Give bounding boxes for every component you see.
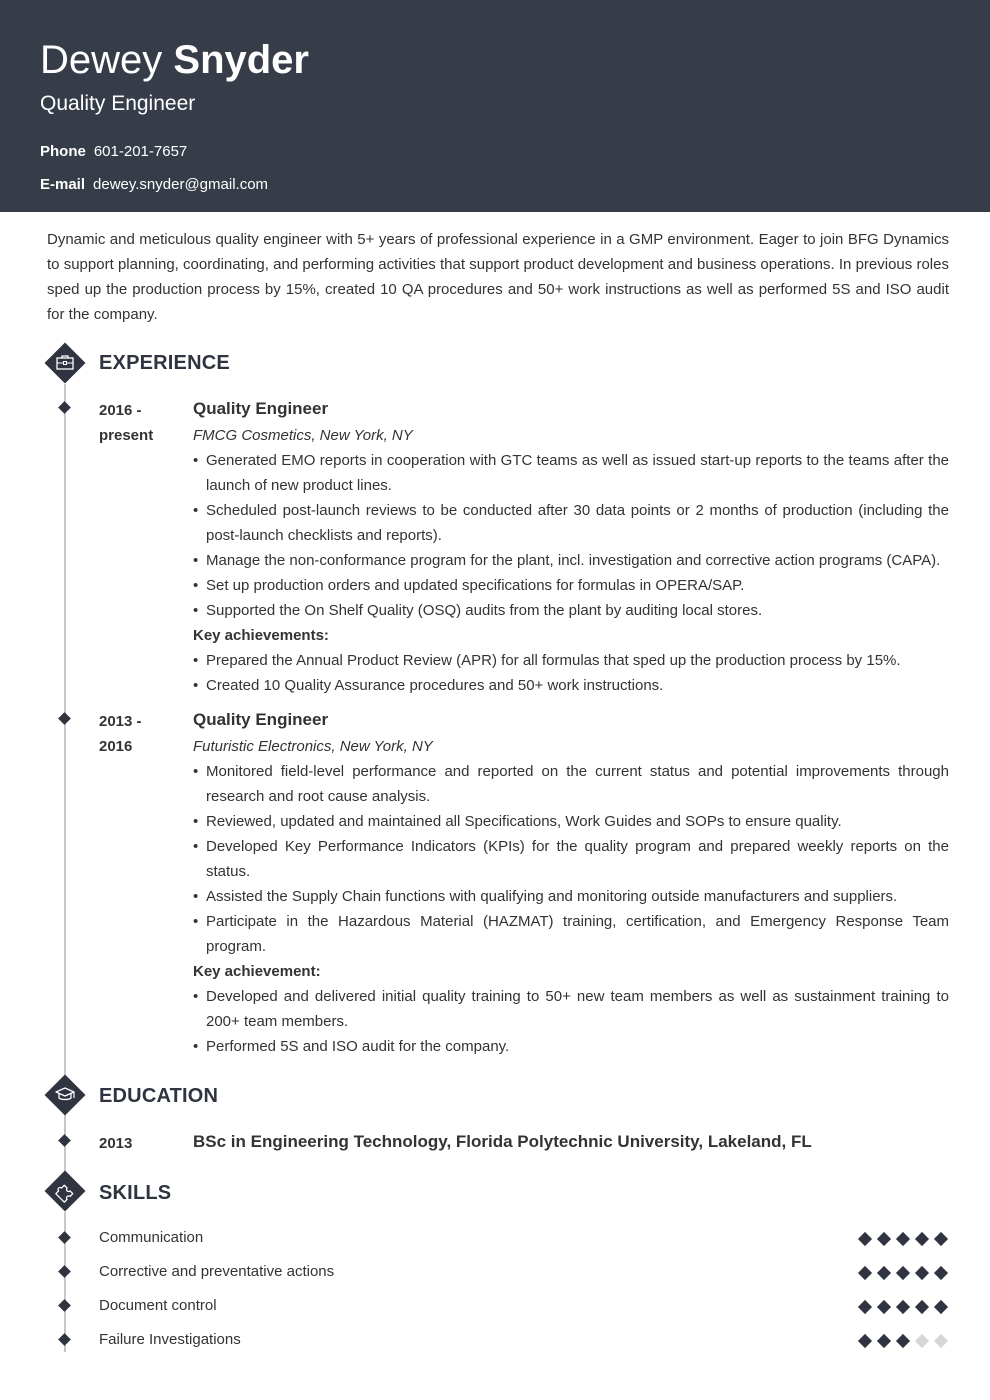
job-date xyxy=(99,398,153,448)
resume-header xyxy=(0,0,990,212)
timeline-marker xyxy=(58,1231,71,1244)
job-date xyxy=(99,709,142,759)
list-item: • Prepared the Annual Product Review (APR) for all formulas that sped up the production process by 15%. xyxy=(193,648,949,673)
timeline-marker xyxy=(58,1265,71,1278)
education-degree: BSc in Engineering Technology, Florida Polytechnic University, Lakeland, FL xyxy=(193,1132,812,1151)
graduation-cap-icon xyxy=(44,1074,86,1116)
rating-diamond-filled xyxy=(877,1334,891,1348)
email-label: E-mail xyxy=(40,176,86,193)
experience-heading: EXPERIENCE xyxy=(99,352,230,374)
candidate-name xyxy=(40,36,309,84)
contact-email xyxy=(40,175,268,195)
achievements-heading: Key achievement: xyxy=(193,963,321,980)
list-item: • Developed and delivered initial quality training to 50+ new team members as well as sustainment training to 200+ team members. xyxy=(193,984,949,1034)
contact-phone xyxy=(40,142,187,162)
timeline-marker xyxy=(58,712,71,725)
job-company: FMCG Cosmetics, New York, NY xyxy=(193,427,413,444)
list-item: • Performed 5S and ISO audit for the company. xyxy=(193,1034,949,1059)
rating-diamond-filled xyxy=(877,1300,891,1314)
rating-diamond-filled xyxy=(858,1300,872,1314)
job-date-end: present xyxy=(99,427,154,444)
job-achievements xyxy=(193,648,949,698)
rating-diamond-filled xyxy=(896,1300,910,1314)
job-title: Quality Engineer xyxy=(193,710,329,729)
job-achievements xyxy=(193,984,949,1059)
rating-diamond-filled xyxy=(858,1266,872,1280)
rating-diamond-filled xyxy=(915,1266,929,1280)
timeline-marker xyxy=(58,1299,71,1312)
skill-name: Communication xyxy=(99,1229,204,1246)
list-item: • Reviewed, updated and maintained all Specifications, Work Guides and SOPs to ensure quality. xyxy=(193,809,949,834)
rating-diamond-filled xyxy=(858,1232,872,1246)
list-item: • Assisted the Supply Chain functions with qualifying and monitoring outside manufacturers and suppliers. xyxy=(193,884,949,909)
rating-diamond-filled xyxy=(858,1334,872,1348)
list-item: • Created 10 Quality Assurance procedures and 50+ work instructions. xyxy=(193,673,949,698)
list-item: • Participate in the Hazardous Material (HAZMAT) training, certification, and Emergency Response Team program. xyxy=(193,909,949,959)
phone-label: Phone xyxy=(40,143,86,160)
skill-name: Corrective and preventative actions xyxy=(99,1263,335,1280)
job-company: Futuristic Electronics, New York, NY xyxy=(193,738,433,755)
rating-diamond-filled xyxy=(915,1232,929,1246)
rating-diamond-filled xyxy=(934,1266,948,1280)
skills-heading: SKILLS xyxy=(99,1182,172,1204)
list-item: • Supported the On Shelf Quality (OSQ) audits from the plant by auditing local stores. xyxy=(193,598,949,623)
timeline-line xyxy=(64,384,66,1084)
list-item: • Developed Key Performance Indicators (KPIs) for the quality program and prepared weekly reports on the status. xyxy=(193,834,949,884)
rating-diamond-filled xyxy=(877,1266,891,1280)
education-year: 2013 xyxy=(99,1135,133,1152)
timeline-marker xyxy=(58,1134,71,1147)
skill-name: Failure Investigations xyxy=(99,1331,241,1348)
list-item: • Generated EMO reports in cooperation with GTC teams as well as issued start-up reports to the teams after the launch of new product lines. xyxy=(193,448,949,498)
job-title: Quality Engineer xyxy=(193,399,329,418)
email-value[interactable]: dewey.snyder@gmail.com xyxy=(93,176,269,193)
achievements-heading: Key achievements: xyxy=(193,627,329,644)
timeline-marker xyxy=(58,401,71,414)
briefcase-icon xyxy=(44,342,86,384)
summary: Dynamic and meticulous quality engineer with 5+ years of professional experience in a GMP environment. Eager to join BFG Dynamics to support planning, coordinating, and performing activities that support product development and business operations. In previous roles sped up the production process by 15%, created 10 QA procedures and 50+ work instructions as well as performed 5S and ISO audit for the company. xyxy=(47,231,949,323)
job-date-start: 2016 - xyxy=(99,402,142,419)
skill-name: Document control xyxy=(99,1297,217,1314)
list-item: • Monitored field-level performance and reported on the current status and potential improvements through research and root cause analysis. xyxy=(193,759,949,809)
job-duties xyxy=(193,448,949,623)
job-duties xyxy=(193,759,949,959)
rating-diamond-empty xyxy=(934,1334,948,1348)
rating-diamond-filled xyxy=(915,1300,929,1314)
job-entry xyxy=(193,708,949,1059)
first-name: Dewey xyxy=(40,38,163,82)
job-date-end: 2016 xyxy=(99,738,133,755)
rating-diamond-filled xyxy=(896,1334,910,1348)
rating-diamond-filled xyxy=(877,1232,891,1246)
rating-diamond-filled xyxy=(896,1266,910,1280)
list-item: • Scheduled post-launch reviews to be conducted after 30 data points or 2 months of production (including the post-launch checklists and reports). xyxy=(193,498,949,548)
timeline-marker xyxy=(58,1333,71,1346)
rating-diamond-empty xyxy=(915,1334,929,1348)
job-entry xyxy=(193,397,949,698)
rating-diamond-filled xyxy=(934,1232,948,1246)
last-name: Snyder xyxy=(173,38,309,82)
phone-value: 601-201-7657 xyxy=(93,143,188,160)
list-item: • Set up production orders and updated specifications for formulas in OPERA/SAP. xyxy=(193,573,949,598)
education-heading: EDUCATION xyxy=(99,1085,219,1107)
rating-diamond-filled xyxy=(934,1300,948,1314)
candidate-title: Quality Engineer xyxy=(40,92,196,115)
puzzle-icon xyxy=(44,1170,86,1212)
list-item: • Manage the non-conformance program for the plant, incl. investigation and corrective action programs (CAPA). xyxy=(193,548,949,573)
job-date-start: 2013 - xyxy=(99,713,142,730)
rating-diamond-filled xyxy=(896,1232,910,1246)
